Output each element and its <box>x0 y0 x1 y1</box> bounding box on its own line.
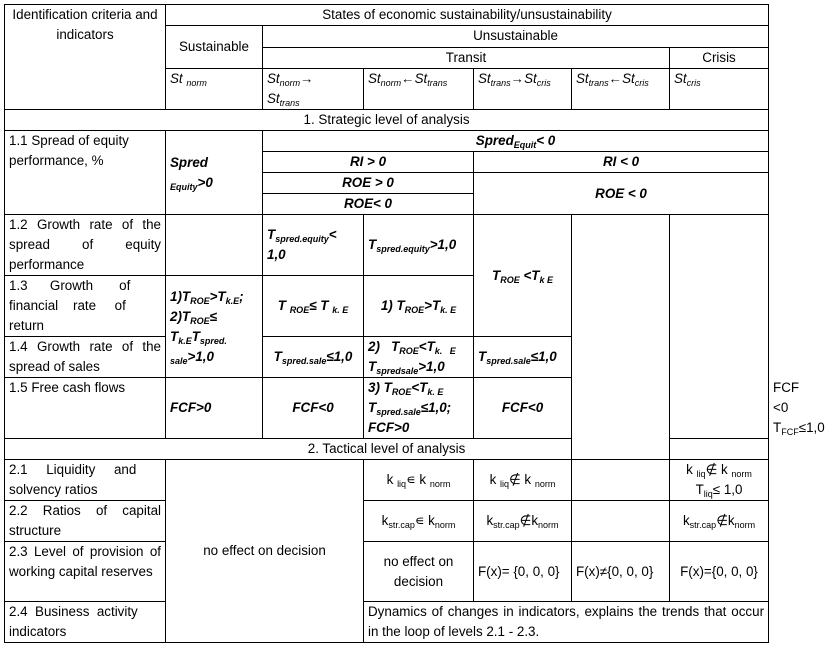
state-trans-from-cris: $St_{trans}\leftarrow St_{cris}$ <box>572 69 670 110</box>
row-2-1-label: 2.1 Liquidity and solvency ratios <box>5 460 166 501</box>
fx-zero-transit: F(x)= {0, 0, 0} <box>474 542 572 602</box>
fcf-positive: FCF>0 <box>166 378 263 439</box>
t-roe-leq-tke: T $_{ROE}$≤ T $_{k. E}$ <box>263 276 364 337</box>
fcf-negative-2: FCF<0 <box>474 378 572 439</box>
row-2-4-label: 2.4 Business activity indicators <box>5 602 166 643</box>
roe-positive: ROE > 0 <box>263 173 474 194</box>
sustainability-table: Identification criteria and indicators States of economic sustainability/unsustainability Sustainable Unsustainable Transit Crisis St $_{norm}$ $St_{norm}\to$ $St_{trans}$ $St_{norm}\leftarrow St_{trans}$ $St_{trans}\to St_{cris}$ $St_{trans}\leftarrow St_{cris}$ $St_{cris}$ 1. Strategic level of analysis 1.1 Spread of equity performance, % Spred $_{Equity}$>0 Spred$_{Equit}$< 0 RI > 0 RI < 0 ROE > 0 ROE < 0 ROE< 0 1.2 Growth rate of the spread of equity performance $T_{spred.equity}<$ 1,0 $T_{spred.equity}>1,0$ $T_{ROE} <T_{k E}$ 1.3 Growth of financial rate of return $1)T_{ROE}>T_{k.E}$; $2)T_{ROE}\le$ $T_{k.E}T_{spred.}$ $_{sale}$>1,0 T $_{ROE}$≤ T $_{k. E}$ 1) $T_{ROE}>T_{k. E}$ 1.4 Growth rate of the spread of sales $T_{spred.sale}\le 1,0$ 2) $T_{ROE}<T_{k. E}$ $T_{spredsale}>1,0$ $T_{spred.sale}\le 1,0$ 1.5 Free cash flows FCF>0 FCF<0 3) $T_{ROE}<T_{k. E}$ $T_{spred.sale}\le 1,0$; FCF>0 FCF<0 FCF <0 $T_{FCF}\le 1,0$ 2. Tactical level of analysis 2.1 Liquidity and solvency ratios no effect on decision k $_{liq}$∊ k $_{norm}$ k $_{liq}$∉ k $_{norm}$ k $_{liq}$∉ k $_{norm}$ $T_{liq}\le 1,0$ 2.2 Ratios of capital structure $k_{str.cap}∊$ $k_{norm}$ $k_{str.cap}\notin k_{norm}$ $k_{str.cap}\notin k_{norm}$ 2.3 Level of provision of working capital reserves no effect on decision F(x)= {0, 0, 0} F(x)≠{0, 0, 0} F(x)={0, 0, 0} 2.4 Business activity indicators Dynamics of changes in indicators, explains the trends that occur in the loop of levels 2.1 - 2.3. <box>4 4 769 643</box>
fx-zero-crisis: F(x)={0, 0, 0} <box>670 542 769 602</box>
roe-condition-1: 1) $T_{ROE}>T_{k. E}$ <box>364 276 474 337</box>
row-1-3-label: 1.3 Growth of financial rate of return <box>5 276 166 337</box>
row-1-2-empty-5 <box>572 215 670 460</box>
roe-conditions-sustainable: $1)T_{ROE}>T_{k.E}$; $2)T_{ROE}\le$ $T_{k.E}T_{spred.}$ $_{sale}$>1,0 <box>166 276 263 378</box>
row-2-2-label: 2.2 Ratios of capital structure <box>5 501 166 542</box>
section-strategic: 1. Strategic level of analysis <box>5 110 769 131</box>
spred-equity-negative: Spred$_{Equit}$< 0 <box>263 131 769 152</box>
row-2-3-label: 2.3 Level of provision of working capital reserves <box>5 542 166 602</box>
transit-header: Transit <box>263 48 670 69</box>
roe-condition-3: 3) $T_{ROE}<T_{k. E}$ $T_{spred.sale}\le 1,0$; FCF>0 <box>364 378 474 439</box>
fx-nonzero: F(x)≠{0, 0, 0} <box>572 542 670 602</box>
t-spred-sale-leq: $T_{spred.sale}\le 1,0$ <box>263 337 364 378</box>
spred-equity-positive: Spred $_{Equity}$>0 <box>166 131 263 215</box>
row-2-1-empty <box>572 460 670 501</box>
k-liq-not-in-norm: k $_{liq}$∉ k $_{norm}$ <box>474 460 572 501</box>
k-liq-crisis: k $_{liq}$∉ k $_{norm}$ $T_{liq}\le 1,0$ <box>670 460 769 501</box>
t-spred-equity-greater: $T_{spred.equity}>1,0$ <box>364 215 474 276</box>
no-effect-transit: no effect on decision <box>364 542 474 602</box>
no-effect-on-decision: no effect on decision <box>166 460 364 643</box>
state-st-cris: $St_{cris}$ <box>670 69 769 110</box>
k-str-cap-in-norm: $k_{str.cap}∊$ $k_{norm}$ <box>364 501 474 542</box>
row-1-2-label: 1.2 Growth rate of the spread of equity performance <box>5 215 166 276</box>
k-str-cap-not-in-norm: $k_{str.cap}\notin k_{norm}$ <box>474 501 572 542</box>
row-1-5-label: 1.5 Free cash flows <box>5 378 166 439</box>
state-st-norm: St $_{norm}$ <box>166 69 263 110</box>
section-tactical: 2. Tactical level of analysis <box>5 439 769 460</box>
t-spred-equity-less: $T_{spred.equity}<$ 1,0 <box>263 215 364 276</box>
roe-condition-2: 2) $T_{ROE}<T_{k. E}$ $T_{spredsale}>1,0$ <box>364 337 474 378</box>
unsustainable-header: Unsustainable <box>263 26 769 48</box>
roe-negative: ROE < 0 <box>474 173 769 215</box>
ri-negative: RI < 0 <box>474 152 769 173</box>
state-norm-from-trans: $St_{norm}\leftarrow St_{trans}$ <box>364 69 474 110</box>
row-1-2-empty-6 <box>670 215 769 439</box>
ri-positive: RI > 0 <box>263 152 474 173</box>
t-roe-less-tke: $T_{ROE} <T_{k E}$ <box>474 215 572 337</box>
row-1-4-label: 1.4 Growth rate of the spread of sales <box>5 337 166 378</box>
state-norm-to-trans: $St_{norm}\to$ $St_{trans}$ <box>263 69 364 110</box>
dynamics-description: Dynamics of changes in indicators, explains the trends that occur in the loop of levels 2.1 - 2.3. <box>364 602 769 643</box>
crisis-header: Crisis <box>670 48 769 69</box>
sustainable-header: Sustainable <box>166 26 263 69</box>
row-2-2-empty <box>572 501 670 542</box>
fcf-negative: FCF<0 <box>263 378 364 439</box>
criteria-header: Identification criteria and indicators <box>5 5 166 110</box>
state-trans-to-cris: $St_{trans}\to St_{cris}$ <box>474 69 572 110</box>
row-1-2-sustainable <box>166 215 263 276</box>
row-1-1-label: 1.1 Spread of equity performance, % <box>5 131 166 215</box>
roe-negative-transit: ROE< 0 <box>263 194 474 215</box>
t-spred-sale-leq-2: $T_{spred.sale}\le 1,0$ <box>474 337 572 378</box>
k-liq-in-norm: k $_{liq}$∊ k $_{norm}$ <box>364 460 474 501</box>
k-str-cap-crisis: $k_{str.cap}\notin k_{norm}$ <box>670 501 769 542</box>
states-header: States of economic sustainability/unsustainability <box>166 5 769 26</box>
